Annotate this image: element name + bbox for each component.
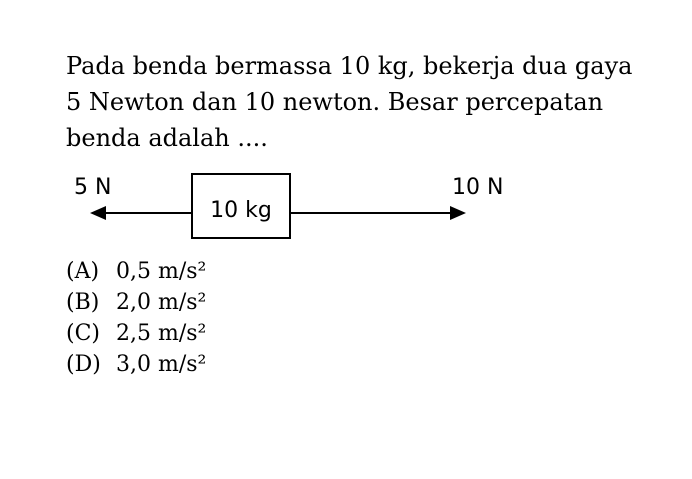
right-force-label: 10 N [452, 175, 504, 200]
answer-options [66, 256, 206, 380]
option-a[interactable] [66, 256, 206, 287]
option-letter: (A) [66, 259, 100, 284]
option-letter: (B) [66, 290, 100, 315]
left-force-label: 5 N [74, 175, 112, 200]
option-letter: (D) [66, 352, 101, 377]
question-line-2: 5 Newton dan 10 newton. Besar percepatan [66, 88, 604, 116]
option-value: 0,5 m/s² [116, 259, 207, 284]
right-arrowhead-icon [450, 206, 466, 220]
option-letter: (C) [66, 321, 100, 346]
left-arrowhead-icon [90, 206, 106, 220]
option-value: 2,0 m/s² [116, 290, 207, 315]
option-value: 3,0 m/s² [116, 352, 207, 377]
option-value: 2,5 m/s² [116, 321, 207, 346]
question-line-1: Pada benda bermassa 10 kg, bekerja dua gaya [66, 52, 633, 80]
option-b[interactable] [66, 287, 206, 318]
option-c[interactable] [66, 318, 206, 349]
mass-box-label: 10 kg [210, 198, 272, 223]
question-line-3: benda adalah .... [66, 124, 268, 152]
option-d[interactable] [66, 349, 206, 380]
